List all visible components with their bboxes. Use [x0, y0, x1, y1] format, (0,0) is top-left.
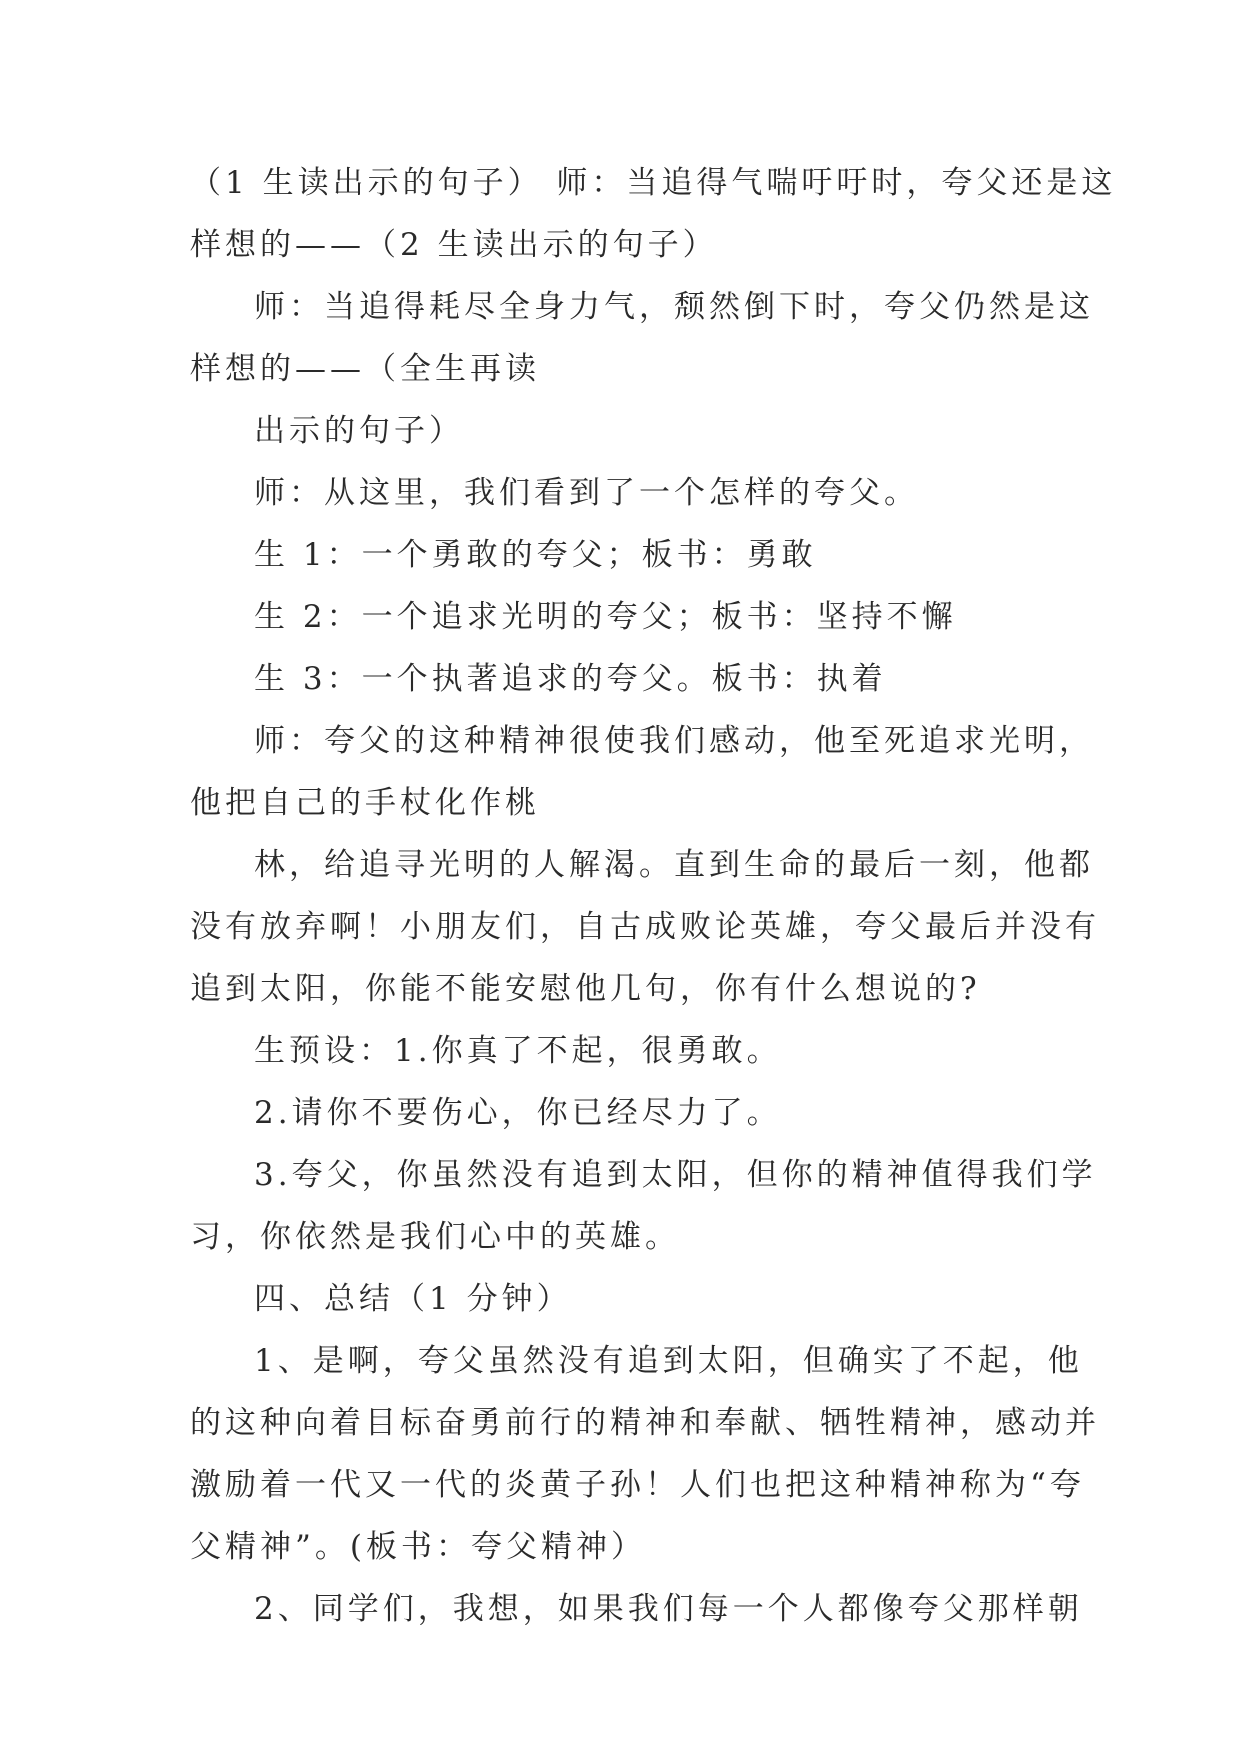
text-line-8: 生 2：一个追求光明的夸父；板书：坚持不懈: [254, 599, 957, 635]
text-line-23: 父精神”。(板书：夸父精神）: [190, 1529, 646, 1565]
text-line-21: 的这种向着目标奋勇前行的精神和奉献、牺牲精神，感动并: [190, 1405, 1100, 1441]
text-line-1: （1 生读出示的句子） 师：当追得气喘吁吁时，夸父还是这: [190, 165, 1117, 201]
text-line-2: 样想的——（2 生读出示的句子）: [190, 227, 718, 263]
text-line-17: 3.夸父，你虽然没有追到太阳，但你的精神值得我们学: [254, 1157, 1097, 1193]
text-line-19: 四、总结（1 分钟）: [254, 1281, 572, 1317]
text-line-18: 习，你依然是我们心中的英雄。: [190, 1219, 680, 1255]
text-line-13: 没有放弃啊！小朋友们，自古成败论英雄，夸父最后并没有: [190, 909, 1100, 945]
text-line-14: 追到太阳，你能不能安慰他几句，你有什么想说的?: [190, 971, 981, 1007]
text-line-16: 2.请你不要伤心，你已经尽力了。: [254, 1095, 782, 1131]
text-line-11: 他把自己的手杖化作桃: [190, 785, 540, 821]
text-line-9: 生 3：一个执著追求的夸父。板书：执着: [254, 661, 887, 697]
text-line-15: 生预设：1.你真了不起，很勇敢。: [254, 1033, 782, 1069]
text-line-3: 师：当追得耗尽全身力气，颓然倒下时，夸父仍然是这: [254, 289, 1094, 325]
text-line-7: 生 1：一个勇敢的夸父；板书：勇敢: [254, 537, 817, 573]
text-line-22: 激励着一代又一代的炎黄子孙！人们也把这种精神称为“夸: [190, 1467, 1085, 1503]
text-line-24: 2、同学们，我想，如果我们每一个人都像夸父那样朝: [254, 1591, 1083, 1627]
text-line-4: 样想的——（全生再读: [190, 351, 540, 387]
text-line-10: 师：夸父的这种精神很使我们感动，他至死追求光明，: [254, 723, 1094, 759]
text-line-20: 1、是啊，夸父虽然没有追到太阳，但确实了不起，他: [254, 1343, 1083, 1379]
text-line-12: 林，给追寻光明的人解渴。直到生命的最后一刻，他都: [254, 847, 1094, 883]
text-line-6: 师：从这里，我们看到了一个怎样的夸父。: [254, 475, 919, 511]
text-line-5: 出示的句子）: [254, 413, 464, 449]
